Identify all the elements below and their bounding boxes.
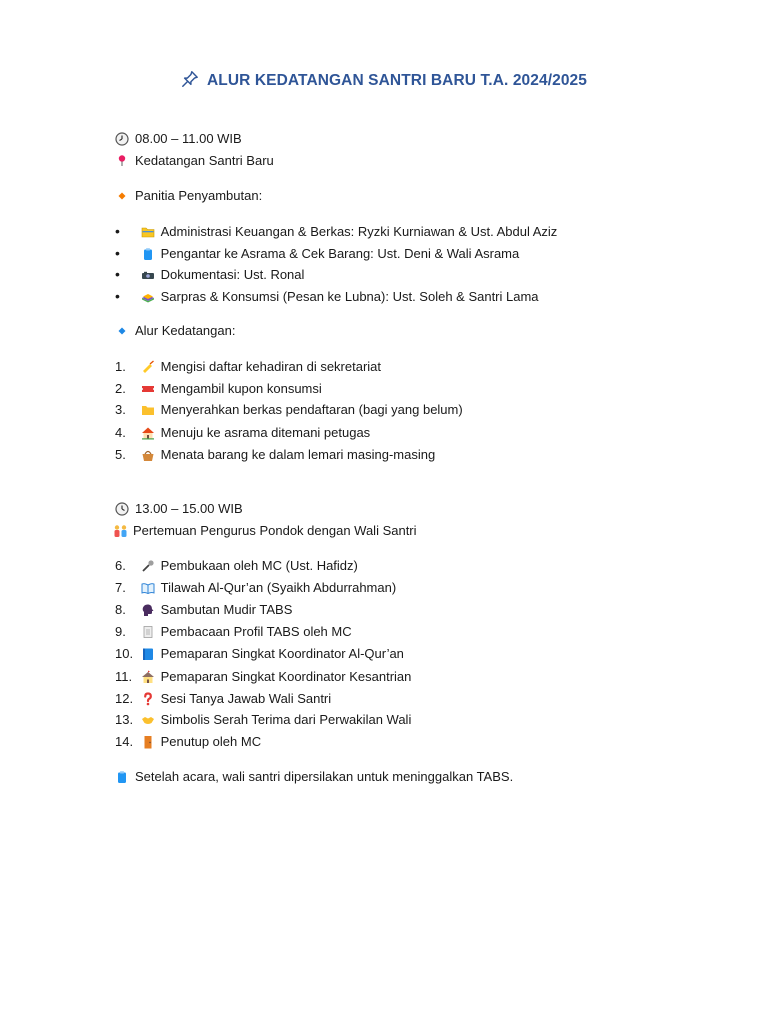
list-item (115, 424, 370, 442)
list-number: 6. (115, 558, 126, 573)
title-text: ALUR KEDATANGAN SANTRI BARU T.A. 2024/2025 (207, 72, 587, 89)
school-icon (141, 670, 155, 684)
family-icon (113, 524, 129, 538)
agenda-text: Pembukaan oleh MC (Ust. Hafidz) (160, 558, 358, 573)
agenda-text: Tilawah Al-Qur’an (Syaikh Abdurrahman) (160, 580, 397, 595)
list-item (115, 287, 539, 305)
list-item (115, 579, 396, 597)
folder-icon (141, 225, 155, 239)
session1-activity-text: Kedatangan Santri Baru (135, 153, 274, 168)
session2-time-text: 13.00 – 15.00 WIB (135, 501, 243, 516)
session2-activity-text: Pertemuan Pengurus Pondok dengan Wali Santri (133, 523, 417, 538)
closing-text: Setelah acara, wali santri dipersilakan untuk meninggalkan TABS. (135, 769, 514, 784)
session2-activity (113, 522, 417, 540)
open-book-icon (141, 581, 155, 595)
list-number: 1. (115, 359, 126, 374)
list-item (115, 601, 292, 619)
blue-diamond-icon (115, 324, 129, 338)
flow-text: Menyerahkan berkas pendaftaran (bagi yang belum) (160, 402, 463, 417)
clipboard-icon (115, 770, 129, 784)
list-item (115, 668, 411, 686)
list-number: 12. (115, 691, 134, 706)
folder-icon (141, 403, 155, 417)
books-icon (141, 290, 155, 304)
flow-text: Menuju ke asrama ditemani petugas (160, 425, 371, 440)
session1-time-text: 08.00 – 11.00 WIB (135, 131, 242, 146)
list-item (115, 733, 261, 751)
session1-time (115, 130, 242, 148)
agenda-text: Pemaparan Singkat Koordinator Al-Qur’an (160, 646, 404, 661)
clock-icon (115, 132, 129, 146)
agenda-text: Sambutan Mudir TABS (160, 602, 293, 617)
flow-heading (115, 322, 235, 340)
closing-note (115, 768, 513, 786)
flow-text: Menata barang ke dalam lemari masing-masing (160, 447, 436, 462)
session1-activity (115, 152, 274, 170)
list-item (115, 401, 463, 419)
bullet: • (115, 223, 120, 239)
committee-text: Pengantar ke Asrama & Cek Barang: Ust. Deni & Wali Asrama (160, 246, 520, 261)
flow-text: Mengambil kupon konsumsi (160, 381, 322, 396)
question-mark-icon (141, 692, 155, 706)
list-number: 2. (115, 381, 126, 396)
agenda-text: Pemaparan Singkat Koordinator Kesantrian (160, 669, 412, 684)
page-title (0, 70, 768, 90)
door-icon (141, 735, 155, 749)
handshake-icon (141, 713, 155, 727)
committee-text: Sarpras & Konsumsi (Pesan ke Lubna): Ust. Soleh & Santri Lama (160, 289, 539, 304)
orange-diamond-icon (115, 189, 129, 203)
flow-heading-text: Alur Kedatangan: (135, 323, 236, 338)
list-number: 4. (115, 425, 126, 440)
scroll-icon (141, 625, 155, 639)
clock-icon (115, 502, 129, 516)
list-number: 13. (115, 712, 134, 727)
list-item (115, 222, 557, 240)
agenda-text: Sesi Tanya Jawab Wali Santri (160, 691, 332, 706)
list-number: 10. (115, 646, 134, 661)
camera-icon (141, 268, 155, 282)
list-item (115, 690, 331, 708)
list-item (115, 446, 435, 464)
list-number: 11. (115, 669, 133, 684)
list-number: 8. (115, 602, 126, 617)
committee-text: Administrasi Keuangan & Berkas: Ryzki Kurniawan & Ust. Abdul Aziz (160, 224, 558, 239)
house-icon (141, 426, 155, 440)
list-number: 7. (115, 580, 126, 595)
list-item (115, 645, 404, 663)
speaking-head-icon (141, 603, 155, 617)
session2-time (115, 500, 243, 518)
blue-book-icon (141, 647, 155, 661)
list-item (115, 711, 411, 729)
microphone-icon (141, 559, 155, 573)
flow-text: Mengisi daftar kehadiran di sekretariat (160, 359, 382, 374)
list-number: 5. (115, 447, 126, 462)
list-item (115, 623, 352, 641)
committee-heading (115, 187, 262, 205)
pushpin-icon (181, 70, 199, 88)
committee-text: Dokumentasi: Ust. Ronal (160, 267, 305, 282)
agenda-text: Simbolis Serah Terima dari Perwakilan Wali (160, 712, 412, 727)
list-number: 9. (115, 624, 126, 639)
bullet: • (115, 288, 120, 304)
list-number: 3. (115, 402, 126, 417)
list-number: 14. (115, 734, 134, 749)
ticket-icon (141, 382, 155, 396)
list-item (115, 358, 381, 376)
agenda-text: Pembacaan Profil TABS oleh MC (160, 624, 352, 639)
committee-heading-text: Panitia Penyambutan: (135, 188, 263, 203)
bullet: • (115, 266, 120, 282)
list-item (115, 244, 519, 262)
list-item (115, 265, 304, 283)
round-pushpin-icon (115, 154, 129, 168)
clipboard-icon (141, 247, 155, 261)
basket-icon (141, 448, 155, 462)
bullet: • (115, 245, 120, 261)
writing-hand-icon (141, 360, 155, 374)
agenda-text: Penutup oleh MC (160, 734, 262, 749)
list-item (115, 380, 322, 398)
list-item (115, 557, 358, 575)
